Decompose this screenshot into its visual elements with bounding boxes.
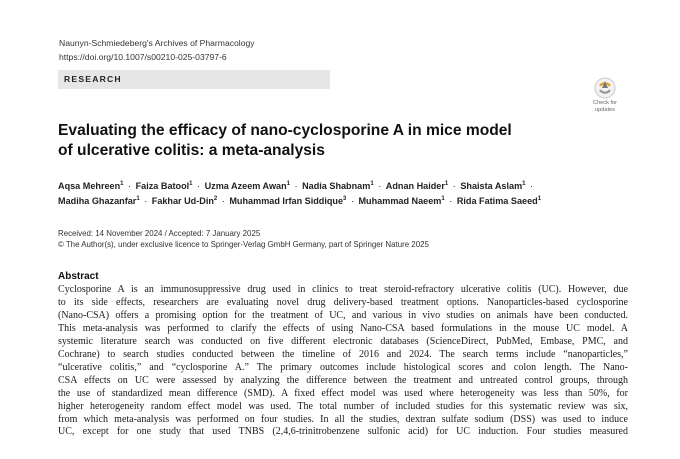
author-name[interactable]: Fakhar Ud-Din bbox=[151, 196, 214, 206]
abstract-line: higher heterogeneity random effect model was used. The total number of included studies for this systematic review was six, bbox=[58, 400, 628, 412]
abstract-line: to its side effects, researchers are evaluating novel drug delivery-based treatment options. Nanoparticles-based cyclosporine bbox=[58, 296, 628, 308]
author-name[interactable]: Madiha Ghazanfar bbox=[58, 196, 137, 206]
author-separator: · bbox=[194, 181, 203, 191]
author-separator: · bbox=[450, 181, 459, 191]
abstract-body bbox=[58, 284, 628, 439]
badge-text-line2: updates bbox=[595, 107, 615, 113]
author-separator: · bbox=[446, 196, 455, 206]
section-label-bar bbox=[58, 70, 330, 89]
author-separator: · bbox=[527, 181, 534, 191]
author-separator: · bbox=[125, 181, 134, 191]
author-affiliation-mark: 1 bbox=[120, 180, 124, 187]
author-separator: · bbox=[375, 181, 384, 191]
section-label: RESEARCH bbox=[64, 74, 122, 84]
author-affiliation-mark: 1 bbox=[441, 195, 445, 202]
author-affiliation-mark: 1 bbox=[370, 180, 374, 187]
doi-link[interactable]: https://doi.org/10.1007/s00210-025-03797-6 bbox=[59, 52, 227, 62]
abstract-line: systemic literature search was conducted on five different electronic databases (ScienceDirect, PubMed, Embase, PMC, and bbox=[58, 335, 628, 347]
check-for-updates-icon bbox=[594, 77, 616, 99]
author-name[interactable]: Uzma Azeem Awan bbox=[204, 181, 287, 191]
author-name[interactable]: Faiza Batool bbox=[135, 181, 190, 191]
copyright-notice: © The Author(s), under exclusive licence to Springer-Verlag GmbH Germany, part of Springer Nature 2025 bbox=[58, 240, 429, 249]
author-name[interactable]: Aqsa Mehreen bbox=[58, 181, 121, 191]
abstract-line: (Nano-CSA) offers a promising option for the treatment of UC, and various in vivo studies on animals have been conducted. bbox=[58, 309, 628, 321]
abstract-line: This meta-analysis was performed to clarify the effects of using Nano-CSA based formulations in the mouse UC model. A bbox=[58, 322, 628, 334]
author-separator: · bbox=[141, 196, 150, 206]
author-list bbox=[58, 179, 658, 209]
journal-name: Naunyn-Schmiedeberg's Archives of Pharmacology bbox=[59, 38, 255, 48]
article-dates bbox=[58, 228, 429, 250]
author-affiliation-mark: 3 bbox=[343, 195, 347, 202]
abstract-line: Cochrane) to search studies conducted between the timeline of 2016 and 2024. The search terms include “nanoparticles,” bbox=[58, 348, 628, 360]
author-name[interactable]: Nadia Shabnam bbox=[302, 181, 371, 191]
badge-text-line1: Check for bbox=[593, 100, 617, 106]
journal-header bbox=[59, 36, 255, 64]
author-affiliation-mark: 2 bbox=[213, 195, 218, 202]
abstract-line: Cyclosporine A is an immunosuppressive drug used in clinics to treat steroid-refractory ulcerative colitis (UC). However, due bbox=[58, 284, 628, 295]
abstract-line: UC, except for one study that used TNBS (2,4,6-trinitrobenzene sulfonic acid) for UC induction. Four studies measured bbox=[58, 426, 628, 438]
abstract-line: from which meta-analysis was performed on four studies. In all the studies, dextran sulfate sodium (DSS) was used to induce bbox=[58, 413, 628, 425]
check-for-updates-button[interactable] bbox=[588, 77, 622, 113]
author-affiliation-mark: 1 bbox=[136, 195, 140, 202]
author-line-2 bbox=[58, 194, 658, 209]
author-name[interactable]: Muhammad Irfan Siddique bbox=[229, 196, 344, 206]
abstract-heading: Abstract bbox=[58, 271, 99, 282]
abstract-line: the use of standardized mean difference (SMD). A fixed effect model was used where heterogeneity was less than 50%, for bbox=[58, 387, 628, 399]
abstract-line: “ulcerative colitis,” and “cyclosporine A.” The primary outcomes include histological scores and colon length. The Nano- bbox=[58, 361, 628, 373]
author-name[interactable]: Adnan Haider bbox=[385, 181, 445, 191]
title-line-1: Evaluating the efficacy of nano-cyclosporine A in mice model bbox=[58, 122, 512, 139]
author-affiliation-mark: 1 bbox=[522, 180, 526, 187]
author-name[interactable]: Shaista Aslam bbox=[460, 181, 523, 191]
article-title bbox=[58, 121, 578, 161]
received-accepted-dates: Received: 14 November 2024 / Accepted: 7 January 2025 bbox=[58, 229, 261, 238]
author-separator: · bbox=[348, 196, 357, 206]
author-line-1 bbox=[58, 179, 658, 194]
author-separator: · bbox=[219, 196, 228, 206]
author-name[interactable]: Muhammad Naeem bbox=[358, 196, 442, 206]
author-affiliation-mark: 1 bbox=[286, 180, 290, 187]
author-affiliation-mark: 1 bbox=[189, 180, 193, 187]
author-separator: · bbox=[292, 181, 301, 191]
author-affiliation-mark: 1 bbox=[444, 180, 449, 187]
author-affiliation-mark: 1 bbox=[537, 195, 542, 202]
title-line-2: of ulcerative colitis: a meta-analysis bbox=[58, 142, 325, 159]
abstract-line: CSA effects on UC were assessed by analyzing the difference between the treatment and untreated control groups, through bbox=[58, 374, 628, 386]
author-name[interactable]: Rida Fatima Saeed bbox=[456, 196, 538, 206]
